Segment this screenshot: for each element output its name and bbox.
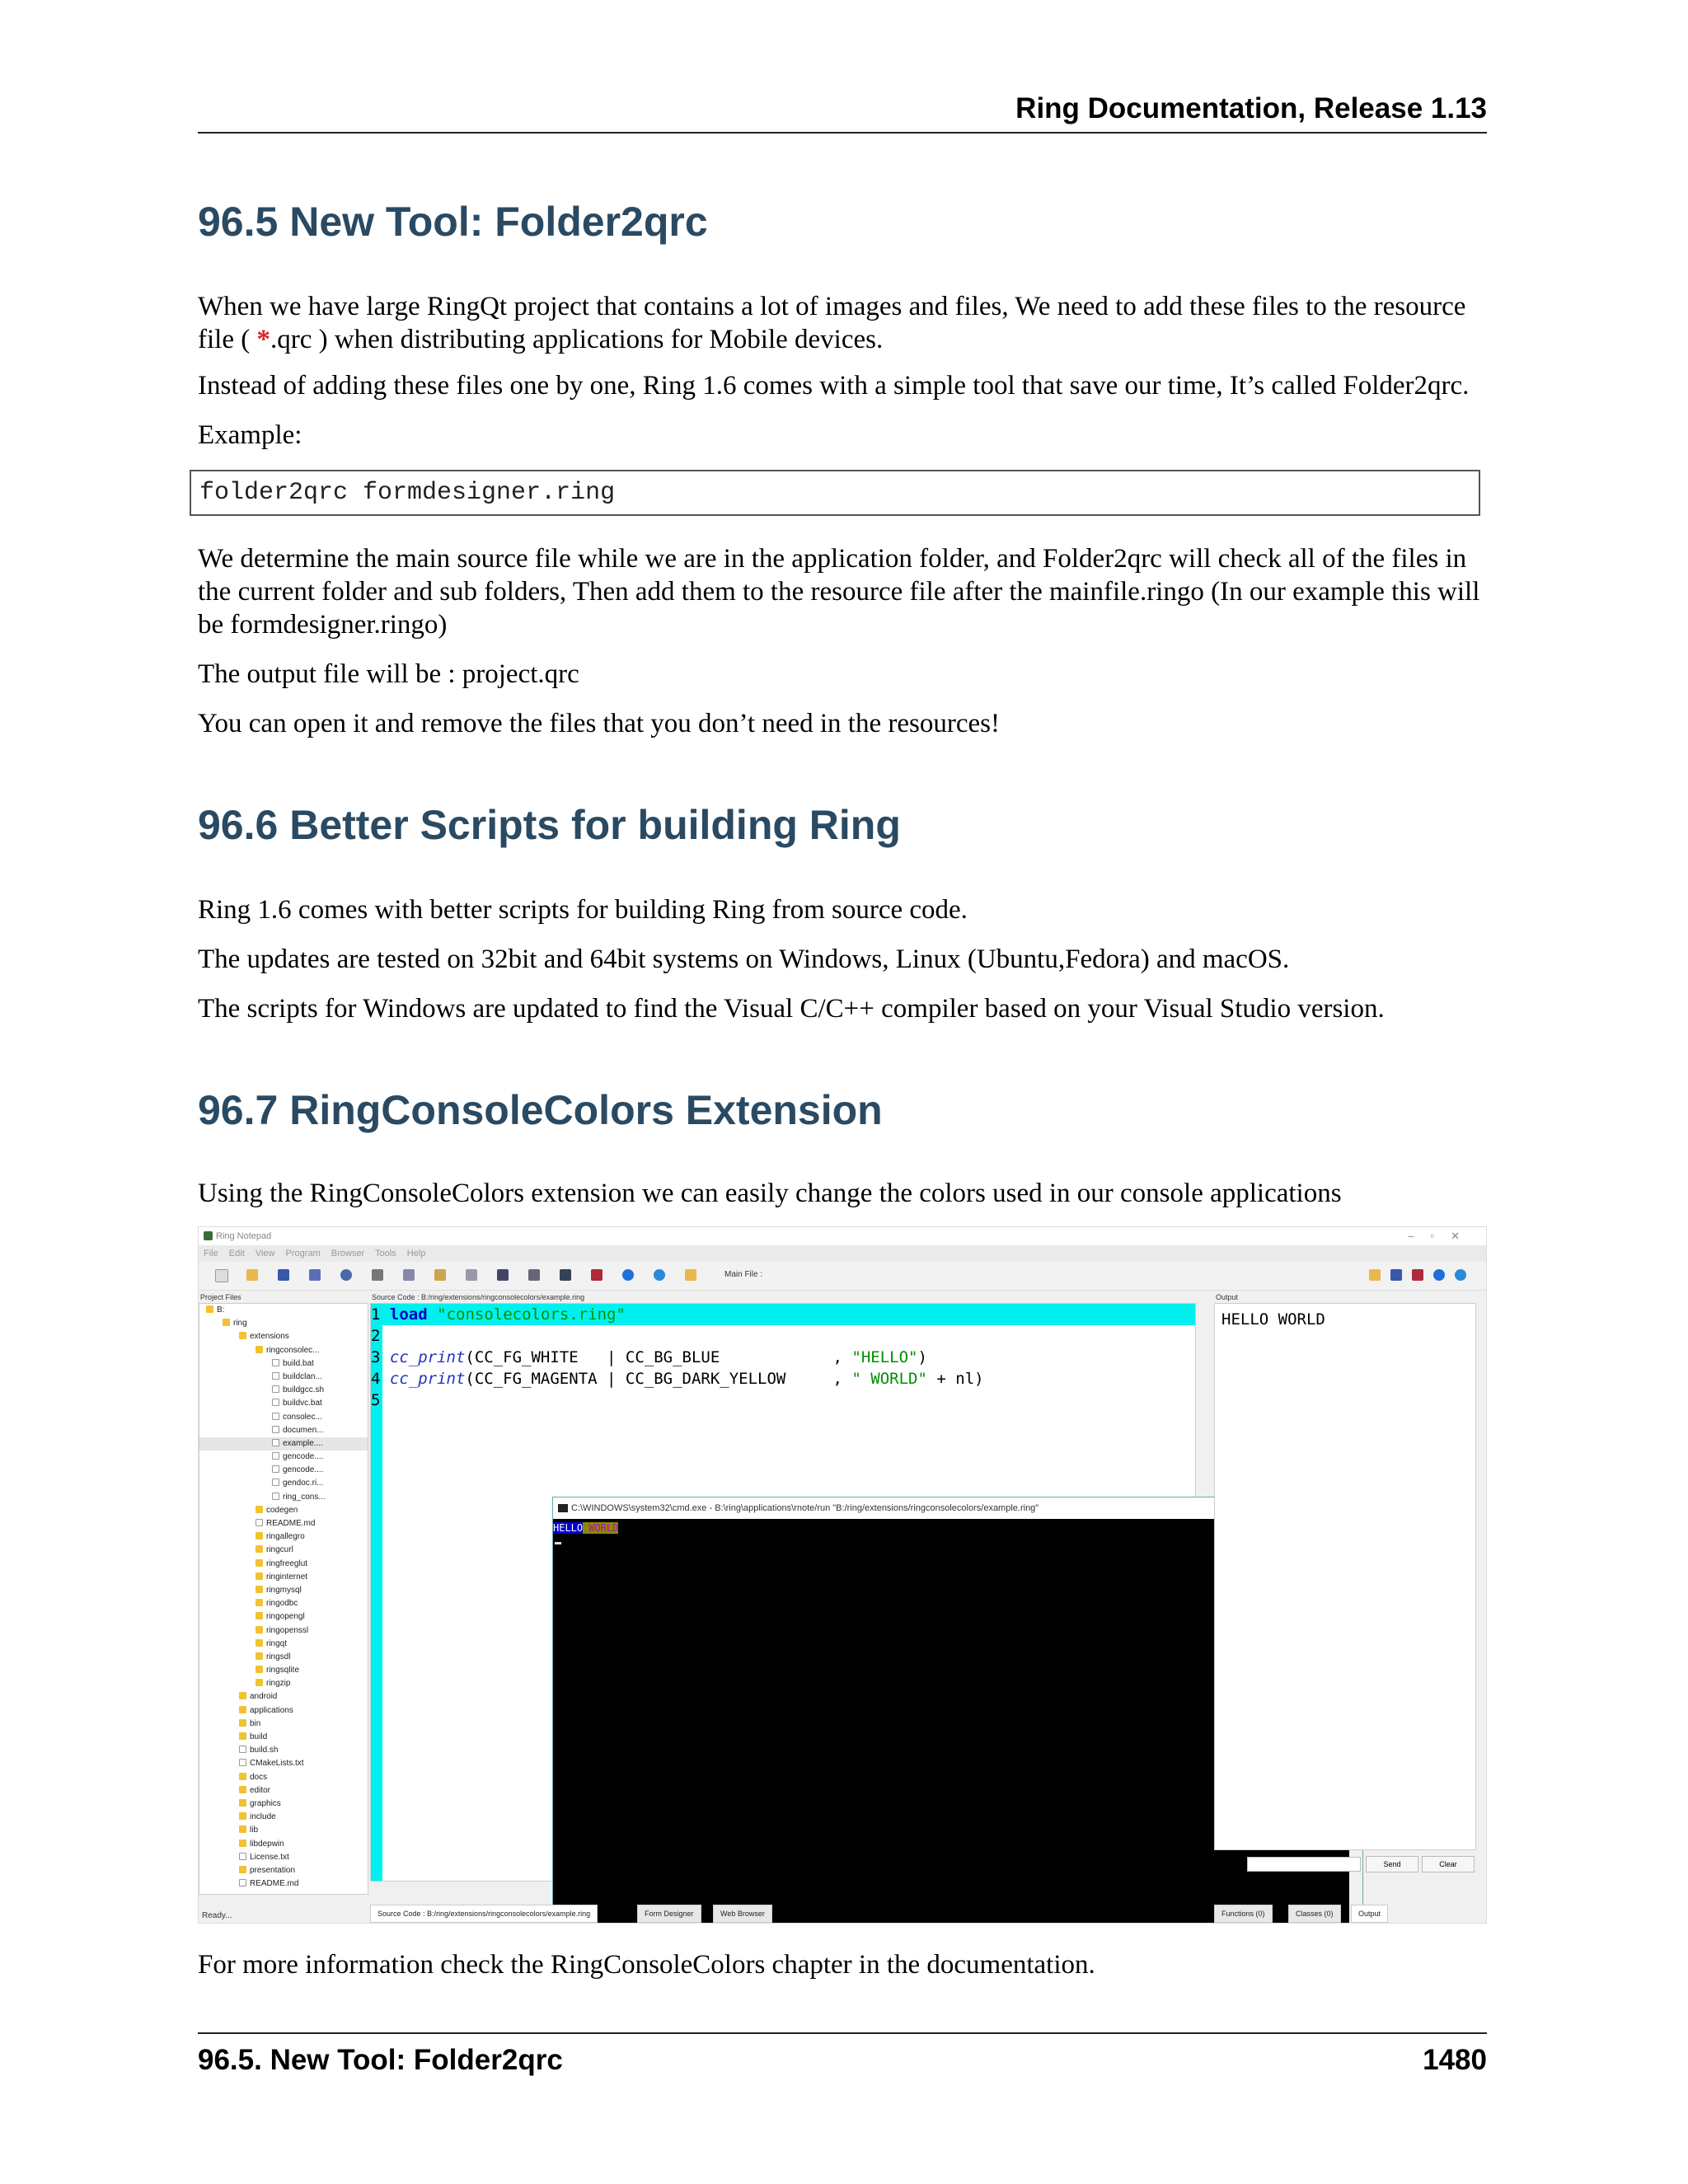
output-text: HELLO WORLD bbox=[1221, 1310, 1325, 1329]
tree-item-label: buildgcc.sh bbox=[283, 1385, 325, 1395]
tree-item-label: ringinternet bbox=[266, 1572, 308, 1582]
tree-item-label: android bbox=[250, 1692, 278, 1702]
folder-icon bbox=[239, 1692, 246, 1699]
send-button[interactable]: Send bbox=[1366, 1856, 1418, 1872]
tree-item-label: bin bbox=[250, 1718, 261, 1728]
code-string: "HELLO" bbox=[851, 1348, 918, 1366]
source-code-title: Source Code : B:/ring/extensions/ringconsolecolors/example.ring bbox=[372, 1293, 585, 1301]
file-icon bbox=[272, 1399, 279, 1406]
tree-item[interactable] bbox=[199, 1558, 368, 1571]
line-number: 2 bbox=[371, 1327, 381, 1345]
file-icon bbox=[272, 1426, 279, 1433]
code-function: cc_print bbox=[389, 1370, 466, 1388]
pen-icon[interactable] bbox=[497, 1269, 509, 1281]
web-icon[interactable] bbox=[654, 1269, 665, 1281]
window-controls[interactable]: –▫✕ bbox=[1408, 1230, 1476, 1242]
tab-form-designer[interactable]: Form Designer bbox=[637, 1905, 701, 1923]
menu-edit[interactable]: Edit bbox=[228, 1249, 245, 1258]
code-line-4[interactable] bbox=[371, 1368, 1195, 1390]
file-icon bbox=[239, 1879, 246, 1886]
tree-item-label: extensions bbox=[250, 1332, 289, 1342]
code-args: (CC_FG_MAGENTA | CC_BG_DARK_YELLOW , bbox=[465, 1370, 852, 1388]
tree-item[interactable] bbox=[199, 1397, 368, 1410]
line-number: 5 bbox=[371, 1391, 381, 1409]
tree-item-label: ringsdl bbox=[266, 1652, 291, 1661]
folder-icon bbox=[256, 1559, 263, 1567]
menu-view[interactable]: View bbox=[255, 1249, 275, 1258]
tree-item[interactable] bbox=[199, 1690, 368, 1704]
code-line-2[interactable] bbox=[371, 1325, 1195, 1347]
tab-classes[interactable]: Classes (0) bbox=[1288, 1905, 1341, 1923]
tree-item-label: ringodbc bbox=[266, 1599, 298, 1609]
console-title: C:\WINDOWS\system32\cmd.exe - B:\ring\applications\rnote/run "B:/ring/extensions/ringconsolecolors/example.ring" bbox=[571, 1503, 1039, 1513]
tree-item-label: applications bbox=[250, 1705, 293, 1715]
tree-item-label: editor bbox=[250, 1785, 271, 1795]
cmd-icon bbox=[558, 1504, 568, 1512]
open-icon[interactable] bbox=[246, 1269, 258, 1281]
set-main-icon[interactable] bbox=[685, 1269, 696, 1281]
tree-item[interactable] bbox=[199, 1384, 368, 1397]
line-number: 1 bbox=[371, 1305, 381, 1324]
file-icon bbox=[239, 1746, 246, 1753]
tree-item-label: buildclan... bbox=[283, 1371, 322, 1381]
toolbar bbox=[199, 1262, 1486, 1291]
right-run-icon[interactable] bbox=[1433, 1269, 1445, 1281]
tree-item[interactable] bbox=[199, 1638, 368, 1651]
input-label: Input : bbox=[1216, 1858, 1237, 1867]
tree-item[interactable] bbox=[199, 1371, 368, 1384]
tree-item-label: gendoc.ri... bbox=[283, 1479, 324, 1488]
tree-item-label: build.bat bbox=[283, 1358, 314, 1368]
tree-item-label: docs bbox=[250, 1772, 268, 1782]
tree-item[interactable] bbox=[199, 1824, 368, 1837]
para-consolecolors: Using the RingConsoleColors extension we can easily change the colors used in our console applications bbox=[198, 1179, 1342, 1208]
folder-icon bbox=[239, 1866, 246, 1873]
tree-item[interactable] bbox=[199, 1317, 368, 1330]
tree-item-label: build bbox=[250, 1732, 268, 1741]
folder-icon bbox=[256, 1346, 263, 1353]
folder-icon bbox=[239, 1799, 246, 1807]
tree-item-label: ringzip bbox=[266, 1679, 291, 1689]
right-open-icon[interactable] bbox=[1369, 1269, 1381, 1281]
tree-item-label: presentation bbox=[250, 1865, 296, 1875]
menu-help[interactable]: Help bbox=[406, 1249, 426, 1258]
para-scripts-1: Ring 1.6 comes with better scripts for building Ring from source code. bbox=[198, 895, 968, 925]
running-footer bbox=[198, 2032, 1487, 2077]
tab-web-browser[interactable]: Web Browser bbox=[713, 1905, 772, 1923]
folder-icon bbox=[256, 1679, 263, 1686]
tree-item[interactable] bbox=[199, 1718, 368, 1731]
para-more-info: For more information check the RingConsoleColors chapter in the documentation. bbox=[198, 1950, 1095, 1980]
tree-item[interactable] bbox=[199, 1451, 368, 1464]
folder-icon bbox=[239, 1706, 246, 1713]
para-scripts-3: The scripts for Windows are updated to find the Visual C/C++ compiler based on your Visual Studio version. bbox=[198, 994, 1385, 1024]
code-line-1[interactable] bbox=[371, 1304, 1195, 1325]
tree-item-label: ringallegro bbox=[266, 1532, 305, 1542]
code-editor[interactable] bbox=[370, 1303, 1196, 1882]
output-title: Output bbox=[1216, 1293, 1239, 1301]
tree-item[interactable] bbox=[199, 1731, 368, 1744]
tree-item[interactable] bbox=[199, 1771, 368, 1784]
folder-icon bbox=[256, 1652, 263, 1660]
tree-item[interactable] bbox=[199, 1491, 368, 1504]
folder-icon bbox=[256, 1599, 263, 1606]
folder-icon bbox=[223, 1319, 230, 1326]
tab-output[interactable]: Output bbox=[1351, 1905, 1388, 1923]
menu-program[interactable]: Program bbox=[285, 1249, 321, 1258]
tree-item[interactable] bbox=[199, 1597, 368, 1610]
run-icon[interactable] bbox=[622, 1269, 634, 1281]
file-icon bbox=[239, 1853, 246, 1860]
tree-item[interactable] bbox=[199, 1544, 368, 1557]
tree-item-label: ringconsolec... bbox=[266, 1345, 320, 1355]
folder-icon bbox=[256, 1506, 263, 1513]
code-keyword: load bbox=[389, 1305, 428, 1324]
folder-icon bbox=[256, 1586, 263, 1593]
tree-item-label: README.md bbox=[266, 1519, 316, 1528]
save-as-icon[interactable] bbox=[309, 1269, 321, 1281]
tree-item-label: include bbox=[250, 1812, 276, 1822]
code-args: (CC_FG_WHITE | CC_BG_BLUE , bbox=[465, 1348, 852, 1366]
code-block: folder2qrc formdesigner.ring bbox=[190, 470, 1480, 516]
folder-icon bbox=[239, 1719, 246, 1727]
tree-item[interactable] bbox=[199, 1864, 368, 1877]
folder-icon bbox=[256, 1532, 263, 1540]
para-open: You can open it and remove the files that you don’t need in the resources! bbox=[198, 709, 1000, 738]
tree-item-label: ringqt bbox=[266, 1638, 288, 1648]
tree-item-label: ringopenssl bbox=[266, 1625, 309, 1635]
tree-item[interactable] bbox=[199, 1610, 368, 1624]
folder-icon bbox=[256, 1545, 263, 1553]
asterisk: * bbox=[256, 325, 270, 354]
folder-icon bbox=[256, 1612, 263, 1619]
file-icon bbox=[272, 1452, 279, 1460]
tree-item[interactable] bbox=[199, 1651, 368, 1664]
window-titlebar bbox=[199, 1227, 1486, 1245]
running-header bbox=[198, 92, 1487, 134]
tree-item-label: documen... bbox=[283, 1425, 324, 1435]
menu-browser[interactable]: Browser bbox=[331, 1249, 365, 1258]
tree-item[interactable] bbox=[199, 1877, 368, 1891]
tree-item-label: ringmysql bbox=[266, 1585, 302, 1595]
code-line-3[interactable] bbox=[371, 1347, 1195, 1368]
file-icon bbox=[272, 1372, 279, 1380]
para-example: Example: bbox=[198, 420, 302, 450]
tree-item[interactable] bbox=[199, 1704, 368, 1718]
code-string: "consolecolors.ring" bbox=[437, 1305, 626, 1324]
output-pane bbox=[1214, 1303, 1476, 1850]
tree-item[interactable] bbox=[199, 1797, 368, 1811]
folder-icon bbox=[239, 1825, 246, 1833]
undo-icon[interactable] bbox=[340, 1269, 352, 1281]
tree-item[interactable] bbox=[199, 1330, 368, 1343]
folder-icon bbox=[206, 1305, 213, 1313]
tree-item-label: B: bbox=[217, 1305, 225, 1315]
heading-96-6: 96.6 Better Scripts for building Ring bbox=[198, 802, 901, 848]
debug-icon[interactable] bbox=[560, 1269, 571, 1281]
menu-bar bbox=[199, 1245, 1486, 1262]
tree-item-label: ringfreeglut bbox=[266, 1558, 308, 1568]
heading-96-5: 96.5 New Tool: Folder2qrc bbox=[198, 199, 708, 245]
tree-item-label: consolec... bbox=[283, 1412, 322, 1422]
tree-item[interactable] bbox=[199, 1624, 368, 1638]
paste-icon[interactable] bbox=[434, 1269, 446, 1281]
folder-icon bbox=[256, 1626, 263, 1633]
status-bar: Ready... bbox=[202, 1911, 232, 1920]
tree-item-label: License.txt bbox=[250, 1852, 289, 1862]
cut-icon[interactable] bbox=[372, 1269, 383, 1281]
tree-item[interactable] bbox=[199, 1477, 368, 1490]
menu-file[interactable]: File bbox=[204, 1249, 218, 1258]
file-icon bbox=[272, 1359, 279, 1366]
code-line-5[interactable] bbox=[371, 1390, 1195, 1411]
tree-item-label: ring bbox=[233, 1319, 247, 1329]
save-icon[interactable] bbox=[278, 1269, 289, 1281]
tree-item[interactable] bbox=[199, 1664, 368, 1677]
tab-source-code[interactable]: Source Code : B:/ring/extensions/ringconsolecolors/example.ring bbox=[370, 1905, 598, 1923]
tree-item-label: gencode.... bbox=[283, 1452, 324, 1462]
tree-item[interactable] bbox=[199, 1357, 368, 1371]
folder-icon bbox=[239, 1732, 246, 1740]
footer-section: 96.5. New Tool: Folder2qrc bbox=[198, 2044, 563, 2076]
right-save-icon[interactable] bbox=[1390, 1269, 1402, 1281]
para-output: The output file will be : project.qrc bbox=[198, 659, 579, 689]
tree-item[interactable] bbox=[199, 1424, 368, 1437]
para-determine: We determine the main source file while we are in the application folder, and Folder2qrc will check all of the files in the current folder and sub folders, Then add them to the resource file after the mainfile.ringo (In our example this will be formdesigner.ringo) bbox=[198, 544, 1480, 640]
tab-functions[interactable]: Functions (0) bbox=[1214, 1905, 1273, 1923]
folder-icon bbox=[239, 1332, 246, 1339]
tree-item-label: lib bbox=[250, 1825, 259, 1835]
right-web-icon[interactable] bbox=[1455, 1269, 1466, 1281]
tree-item-label: buildvc.bat bbox=[283, 1399, 322, 1408]
code-tail: + nl) bbox=[926, 1370, 984, 1388]
console-world: WORLD bbox=[583, 1522, 619, 1534]
new-file-icon[interactable] bbox=[215, 1269, 228, 1282]
tree-item[interactable] bbox=[199, 1838, 368, 1851]
folder-icon bbox=[239, 1773, 246, 1780]
print-icon[interactable] bbox=[528, 1269, 540, 1281]
tree-item-label: ringcurl bbox=[266, 1545, 293, 1555]
tree-item[interactable] bbox=[199, 1344, 368, 1357]
file-icon bbox=[272, 1479, 279, 1486]
tree-item-label: CMakeLists.txt bbox=[250, 1759, 304, 1769]
code-tail: ) bbox=[917, 1348, 927, 1366]
folder-icon bbox=[239, 1812, 246, 1820]
tree-item-label: graphics bbox=[250, 1798, 281, 1808]
code-space bbox=[428, 1305, 437, 1324]
para-scripts-2: The updates are tested on 32bit and 64bit systems on Windows, Linux (Ubuntu,Fedora) and macOS. bbox=[198, 944, 1290, 974]
main-file-label: Main File : bbox=[724, 1270, 763, 1279]
input-field[interactable] bbox=[1247, 1857, 1361, 1872]
tree-item-label: ring_cons... bbox=[283, 1492, 326, 1502]
para-intro bbox=[198, 290, 1487, 356]
project-files-title: Project Files bbox=[200, 1293, 241, 1301]
tree-item-label: README.md bbox=[250, 1879, 299, 1889]
tree-item[interactable] bbox=[199, 1757, 368, 1770]
header-title: Ring Documentation, Release 1.13 bbox=[1015, 92, 1487, 124]
folder-icon bbox=[239, 1786, 246, 1793]
stop-icon[interactable] bbox=[591, 1269, 603, 1281]
file-icon bbox=[272, 1385, 279, 1393]
folder-icon bbox=[239, 1840, 246, 1847]
folder-icon bbox=[256, 1639, 263, 1647]
tree-item[interactable] bbox=[199, 1744, 368, 1757]
menu-tools[interactable]: Tools bbox=[375, 1249, 396, 1258]
console-cursor bbox=[555, 1542, 561, 1544]
tree-item-label: ringopengl bbox=[266, 1612, 305, 1622]
file-icon bbox=[256, 1519, 263, 1526]
para-intro-text: When we have large RingQt project that contains a lot of images and files, We need to add these files to the resource file ( bbox=[198, 292, 1466, 354]
tree-item[interactable] bbox=[199, 1811, 368, 1824]
window-title: Ring Notepad bbox=[216, 1231, 272, 1241]
tree-item[interactable] bbox=[199, 1571, 368, 1584]
console-output bbox=[553, 1522, 618, 1534]
code-string: " WORLD" bbox=[851, 1370, 927, 1388]
ring-notepad-screenshot bbox=[198, 1226, 1487, 1924]
tree-item[interactable] bbox=[199, 1464, 368, 1477]
file-icon bbox=[272, 1439, 279, 1446]
tree-item-label: build.sh bbox=[250, 1746, 279, 1755]
tree-item[interactable] bbox=[199, 1504, 368, 1517]
tree-item[interactable] bbox=[199, 1677, 368, 1690]
tree-item-label: gencode.... bbox=[283, 1465, 324, 1475]
tree-item-label: ringsqlite bbox=[266, 1666, 300, 1675]
page-number: 1480 bbox=[1423, 2044, 1487, 2076]
tree-item[interactable] bbox=[199, 1304, 368, 1317]
file-icon bbox=[272, 1493, 279, 1500]
right-stop-icon[interactable] bbox=[1412, 1269, 1423, 1281]
heading-96-7: 96.7 RingConsoleColors Extension bbox=[198, 1087, 883, 1133]
tree-item[interactable] bbox=[199, 1517, 368, 1530]
tree-item[interactable] bbox=[199, 1530, 368, 1544]
project-tree bbox=[199, 1303, 368, 1895]
tree-item[interactable] bbox=[199, 1784, 368, 1797]
tree-item[interactable] bbox=[199, 1437, 368, 1451]
code-function: cc_print bbox=[389, 1348, 466, 1366]
console-hello: HELLO bbox=[553, 1522, 584, 1534]
folder-icon bbox=[256, 1666, 263, 1673]
tree-item[interactable] bbox=[199, 1851, 368, 1864]
para-intro-tail: .qrc ) when distributing applications for Mobile devices. bbox=[270, 325, 884, 354]
app-icon bbox=[204, 1231, 213, 1240]
copy-icon[interactable] bbox=[403, 1269, 415, 1281]
para-instead: Instead of adding these files one by one, Ring 1.6 comes with a simple tool that save our time, It’s called Folder2qrc. bbox=[198, 371, 1470, 401]
tree-item-label: libdepwin bbox=[250, 1839, 284, 1849]
file-icon bbox=[239, 1759, 246, 1766]
file-icon bbox=[272, 1413, 279, 1420]
tree-item-label: codegen bbox=[266, 1505, 298, 1515]
line-number: 3 bbox=[371, 1348, 381, 1366]
tree-item[interactable] bbox=[199, 1411, 368, 1424]
folder-icon bbox=[256, 1572, 263, 1580]
clear-button[interactable]: Clear bbox=[1422, 1856, 1475, 1872]
tree-item-label: example.... bbox=[283, 1438, 323, 1448]
line-number: 4 bbox=[371, 1370, 381, 1388]
file-icon bbox=[272, 1465, 279, 1473]
font-icon[interactable] bbox=[466, 1269, 477, 1281]
tree-item[interactable] bbox=[199, 1584, 368, 1597]
